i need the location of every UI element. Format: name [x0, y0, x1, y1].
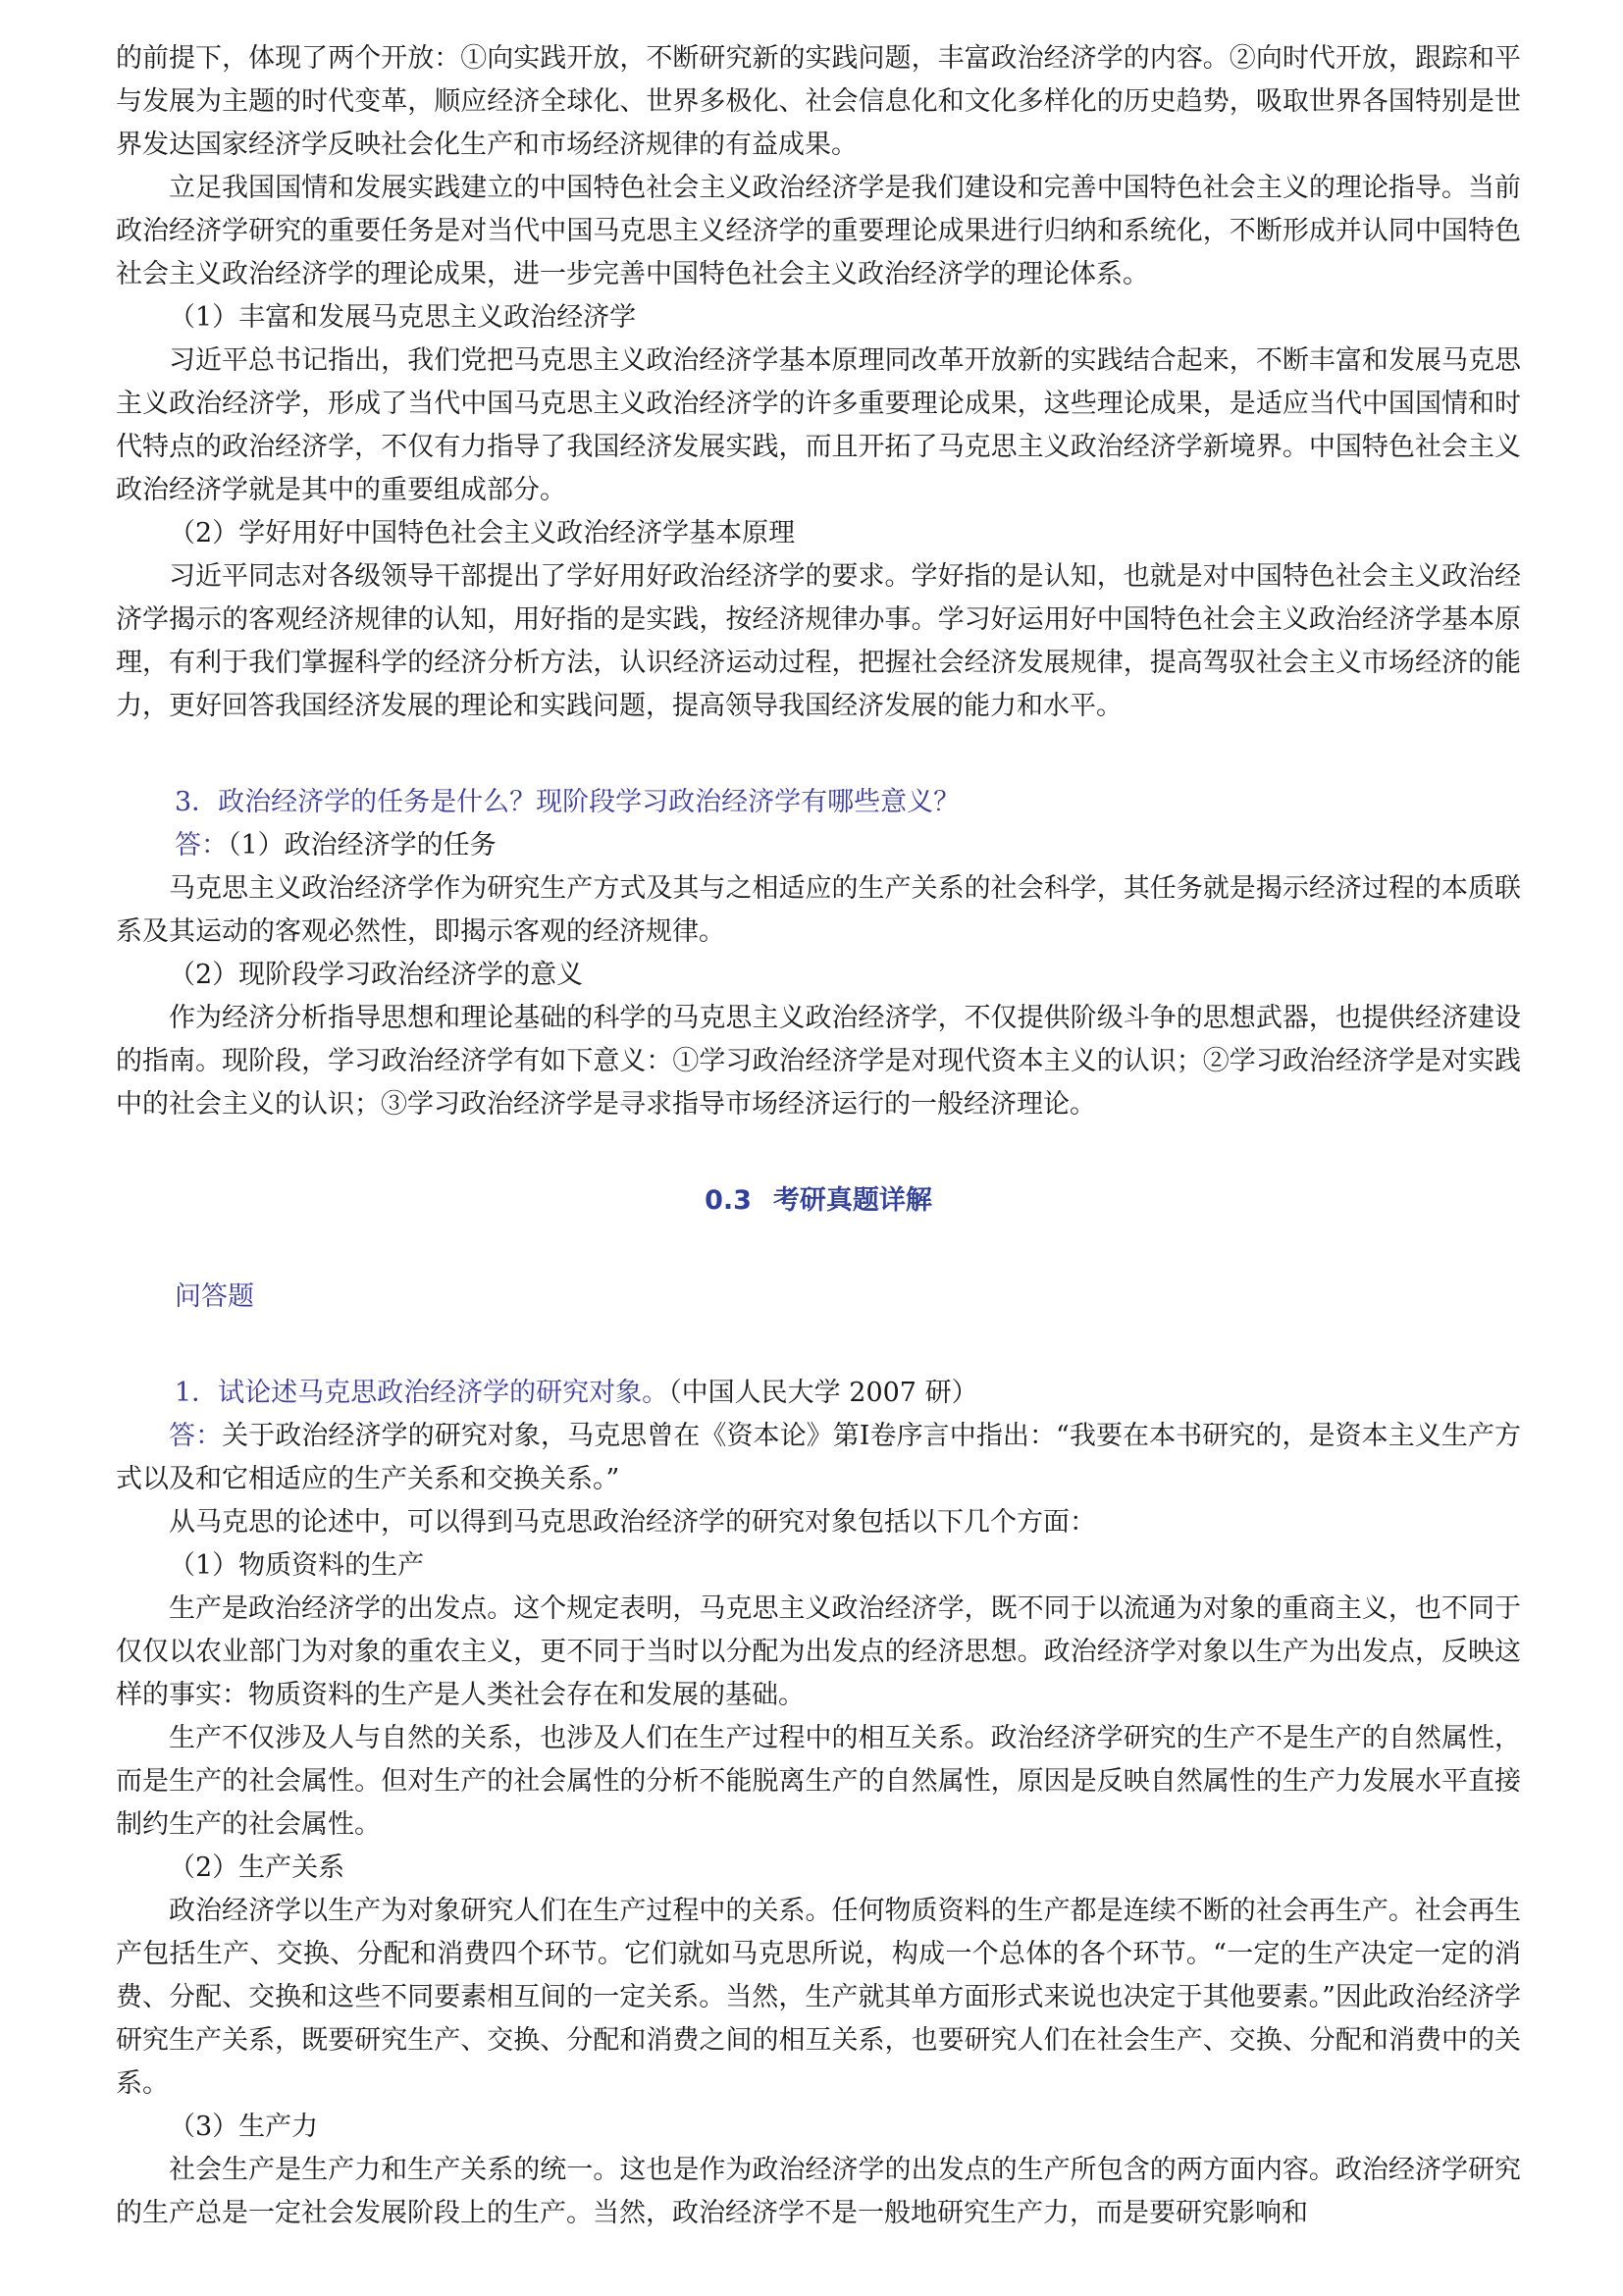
section-title: 考研真题详解 [772, 1185, 932, 1216]
paragraph: 的前提下，体现了两个开放：①向实践开放，不断研究新的实践问题，丰富政治经济学的内容。②向时代开放，跟踪和平与发展为主题的时代变革，顺应经济全球化、世界多极化、社会信息化和文化多样化的历史趋势，吸取世界各国特别是世界发达国家经济学反映社会化生产和市场经济规律的有益成果。 [116, 43, 1521, 160]
question-1-text: 1．试论述马克思政治经济学的研究对象。 [175, 1378, 669, 1408]
question-type: 问答题 [175, 1281, 254, 1312]
paragraph: 政治经济学以生产为对象研究人们在生产过程中的关系。任何物质资料的生产都是连续不断的社会再生产。社会再生产包括生产、交换、分配和消费四个环节。它们就如马克思所说，构成一个总体的各个环节。“一定的生产决定一定的消费、分配、交换和这些不同要素相互间的一定关系。当然，生产就其单方面形式来说也决定于其他要素。”因此政治经济学研究生产关系，既要研究生产、交换、分配和消费之间的相互关系，也要研究人们在社会生产、交换、分配和消费中的关系。 [116, 1896, 1521, 2099]
answer-3-line [116, 824, 1521, 867]
answer-label: 答： [175, 830, 228, 861]
paragraph: 从马克思的论述中，可以得到马克思政治经济学的研究对象包括以下几个方面： [169, 1507, 1096, 1538]
paragraph: 习近平总书记指出，我们党把马克思主义政治经济学基本原理同改革开放新的实践结合起来，不断丰富和发展马克思主义政治经济学，形成了当代中国马克思主义政治经济学的许多重要理论成果，这些理论成果，是适应当代中国国情和时代特点的政治经济学，不仅有力指导了我国经济发展实践，而且开拓了马克思主义政治经济学新境界。中国特色社会主义政治经济学就是其中的重要组成部分。 [116, 345, 1521, 505]
section-heading [116, 1179, 1521, 1223]
subheading: （1）丰富和发展马克思主义政治经济学 [169, 302, 637, 333]
subheading: （1）政治经济学的任务 [228, 830, 497, 861]
subheading: （1）物质资料的生产 [169, 1550, 425, 1581]
paragraph: 习近平同志对各级领导干部提出了学好用好政治经济学的要求。学好指的是认知，也就是对中国特色社会主义政治经济学揭示的客观经济规律的认知，用好指的是实践，按经济规律办事。学习好运用好中国特色社会主义政治经济学基本原理，有利于我们掌握科学的经济分析方法，认识经济运动过程，把握社会经济发展规律，提高驾驭社会主义市场经济的能力，更好回答我国经济发展的理论和实践问题，提高领导我国经济发展的能力和水平。 [116, 561, 1521, 721]
subheading: （2）现阶段学习政治经济学的意义 [169, 960, 584, 990]
paragraph: 马克思主义政治经济学作为研究生产方式及其与之相适应的生产关系的社会科学，其任务就是揭示经济过程的本质联系及其运动的客观必然性，即揭示客观的经济规律。 [116, 873, 1521, 947]
subheading: （3）生产力 [169, 2112, 319, 2142]
paragraph: 生产不仅涉及人与自然的关系，也涉及人们在生产过程中的相互关系。政治经济学研究的生产不是生产的自然属性，而是生产的社会属性。但对生产的社会属性的分析不能脱离生产的自然属性，原因是反映自然属性的生产力发展水平直接制约生产的社会属性。 [116, 1723, 1521, 1840]
subheading: （2）学好用好中国特色社会主义政治经济学基本原理 [169, 518, 796, 548]
answer-label: 答： [169, 1421, 223, 1451]
paragraph: 社会生产是生产力和生产关系的统一。这也是作为政治经济学的出发点的生产所包含的两方面内容。政治经济学研究的生产总是一定社会发展阶段上的生产。当然，政治经济学不是一般地研究生产力，而是要研究影响和 [116, 2155, 1521, 2228]
paragraph: 立足我国国情和发展实践建立的中国特色社会主义政治经济学是我们建设和完善中国特色社会主义的理论指导。当前政治经济学研究的重要任务是对当代中国马克思主义经济学的重要理论成果进行归纳和系统化，不断形成并认同中国特色社会主义政治经济学的理论成果，进一步完善中国特色社会主义政治经济学的理论体系。 [116, 173, 1521, 289]
question-1 [116, 1372, 1521, 1415]
section-number: 0.3 [705, 1185, 752, 1216]
paragraph: 作为经济分析指导思想和理论基础的科学的马克思主义政治经济学，不仅提供阶级斗争的思想武器，也提供经济建设的指南。现阶段，学习政治经济学有如下意义：①学习政治经济学是对现代资本主义的认识；②学习政治经济学是对实践中的社会主义的认识；③学习政治经济学是寻求指导市场经济运行的一般经济理论。 [116, 1003, 1521, 1120]
question-1-source: （中国人民大学 2007 研） [668, 1378, 978, 1408]
subheading: （2）生产关系 [169, 1852, 345, 1883]
paragraph: 生产是政治经济学的出发点。这个规定表明，马克思主义政治经济学，既不同于以流通为对象的重商主义，也不同于仅仅以农业部门为对象的重农主义，更不同于当时以分配为出发点的经济思想。政治经济学对象以生产为出发点，反映这样的事实：物质资料的生产是人类社会存在和发展的基础。 [116, 1593, 1521, 1710]
answer-1 [116, 1415, 1521, 1501]
question-3: 3．政治经济学的任务是什么？现阶段学习政治经济学有哪些意义？ [175, 787, 961, 817]
answer-1-text: 关于政治经济学的研究对象，马克思曾在《资本论》第Ⅰ卷序言中指出：“我要在本书研究的，是资本主义生产方式以及和它相适应的生产关系和交换关系。” [116, 1421, 1521, 1494]
